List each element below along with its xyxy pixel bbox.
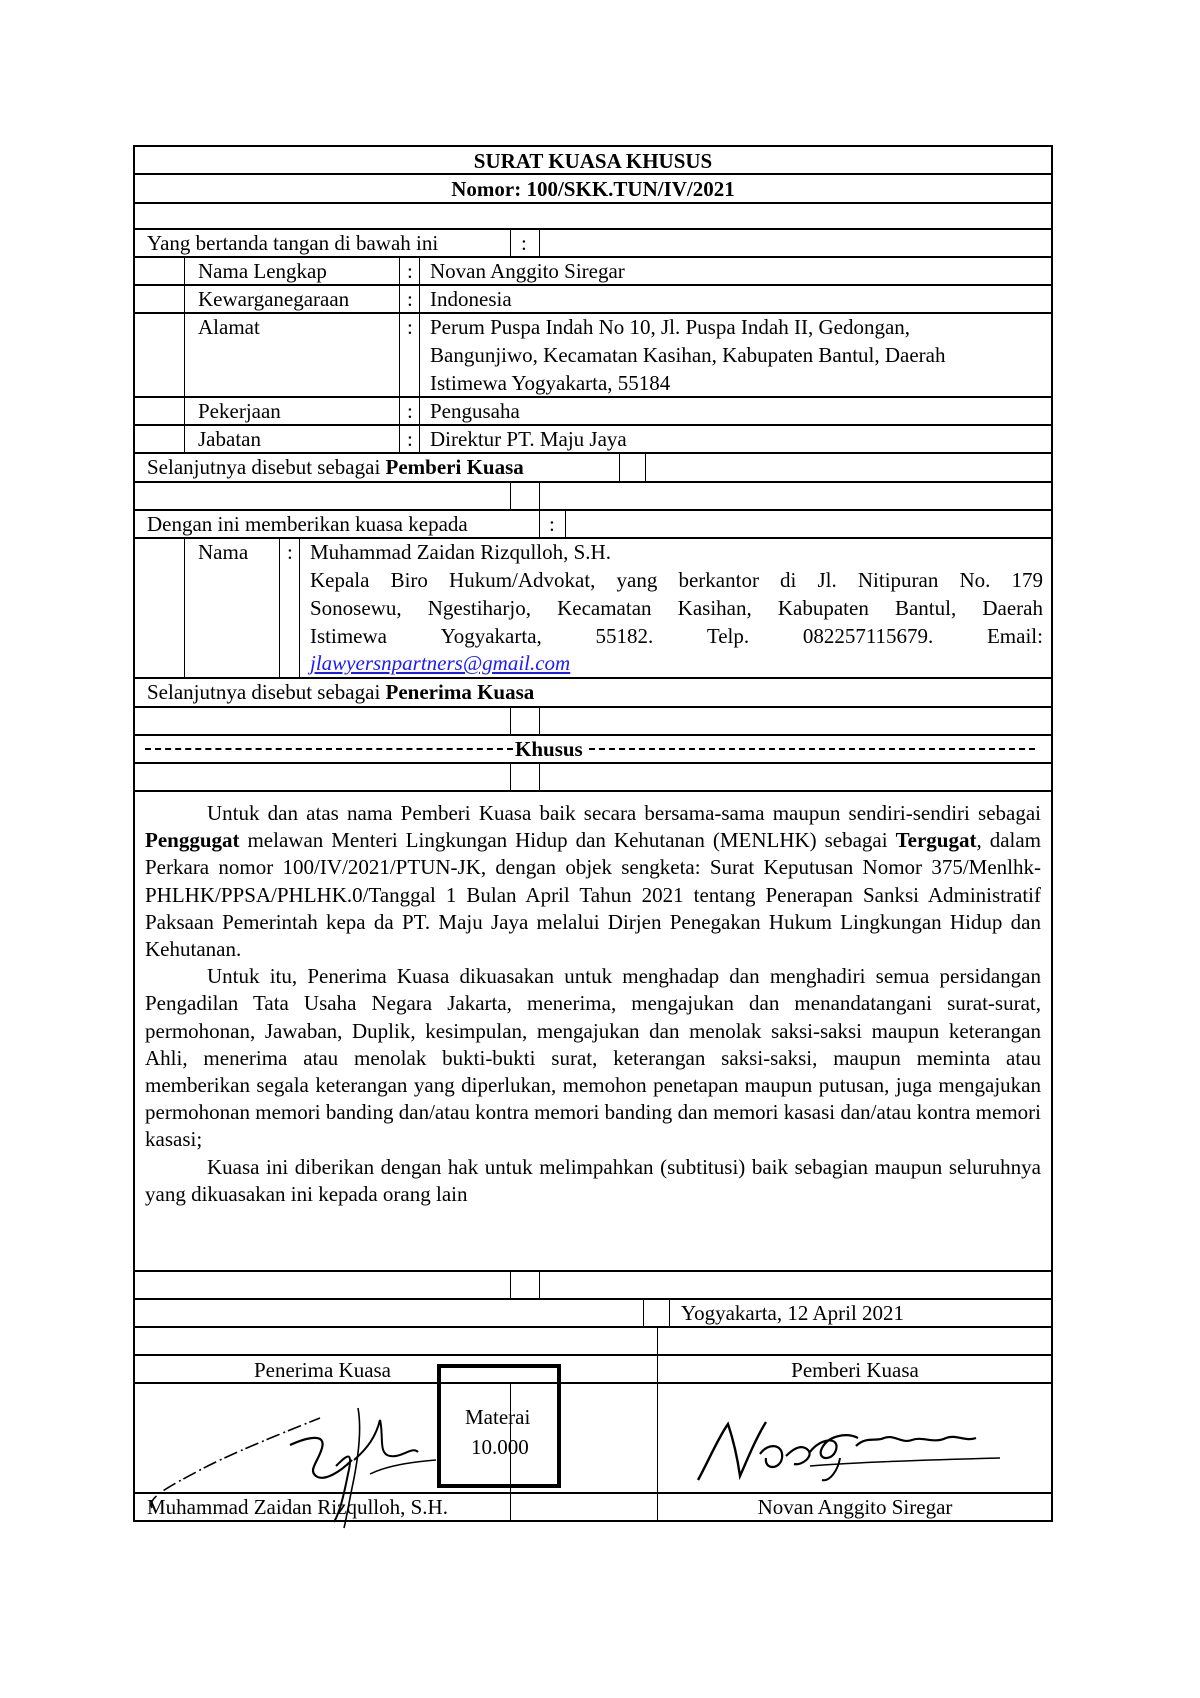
signature-roles-row: [133, 1356, 1053, 1384]
cell-divider: [399, 258, 400, 284]
colon: :: [407, 427, 413, 451]
left-signature-role: Penerima Kuasa: [253, 1358, 392, 1382]
field-row-kewarganegaraan: [133, 286, 1053, 314]
grantee-role: Penerima Kuasa: [385, 680, 535, 704]
colon: :: [407, 259, 413, 283]
desc-word: Yogyakarta,: [440, 624, 542, 648]
grantee-summary-row: [133, 679, 1053, 708]
place-date-row: [133, 1300, 1053, 1328]
cell-divider: [299, 539, 300, 677]
title-row: [133, 145, 1053, 175]
grantor-summary: [147, 454, 524, 481]
stamp-label: Materai: [465, 1405, 531, 1429]
cell-divider: [399, 398, 400, 424]
cell-divider: [657, 1384, 658, 1492]
right-signature: [690, 1408, 1020, 1498]
grantee-email-link[interactable]: jlawyersnpartners@gmail.com: [310, 651, 571, 675]
cell-divider: [399, 314, 400, 396]
body-row: [133, 792, 1053, 1272]
desc-word: Telp.: [706, 624, 750, 648]
cell-divider: [657, 1328, 658, 1354]
right-signature-role: Pemberi Kuasa: [791, 1358, 919, 1382]
left-signature-name: Muhammad Zaidan Rizqulloh, S.H.: [147, 1495, 448, 1519]
stamp-value: 10.000: [471, 1435, 529, 1459]
grantee-name-label: Nama: [198, 540, 249, 564]
cell-divider: [539, 1272, 540, 1298]
grantee-desc-line: [310, 623, 1043, 650]
cell-divider: [184, 314, 185, 396]
grantor-intro-row: [133, 230, 1053, 258]
cell-divider: [510, 1272, 511, 1298]
cell-divider: [279, 539, 280, 677]
cell-divider: [565, 511, 566, 537]
grantee-intro-row: [133, 511, 1053, 539]
cell-divider: [510, 764, 511, 790]
grantor-role: Pemberi Kuasa: [385, 455, 524, 479]
cell-divider: [669, 1300, 670, 1326]
cell-divider: [539, 511, 540, 537]
dashed-line: [589, 748, 1035, 750]
colon: :: [549, 512, 555, 536]
cell-divider: [184, 286, 185, 312]
cell-divider: [510, 1494, 511, 1520]
cell-divider: [539, 708, 540, 734]
cell-divider: [539, 483, 540, 509]
field-row-nama-lengkap: [133, 258, 1053, 286]
right-signature-name: Novan Anggito Siregar: [757, 1495, 953, 1519]
grantee-details-row: [133, 539, 1053, 679]
spacer-row: [133, 204, 1053, 230]
field-row-jabatan: [133, 426, 1053, 454]
desc-word: 55182.: [595, 624, 654, 648]
body-span: melawan Menteri Lingkungan Hidup dan Kehutanan (MENLHK) sebagai: [239, 828, 896, 853]
cell-divider: [184, 426, 185, 452]
field-label: Kewarganegaraan: [198, 287, 350, 311]
field-value: Pengusaha: [430, 399, 520, 423]
power-of-attorney-form: [133, 145, 1053, 1522]
grantee-desc-line: Kepala Biro Hukum/Advokat, yang berkantor di Jl. Nitipuran No. 179: [310, 568, 1043, 592]
cell-divider: [419, 258, 420, 284]
grantee-desc-line: Sonosewu, Ngestiharjo, Kecamatan Kasihan, Kabupaten Bantul, Daerah: [310, 596, 1043, 620]
cell-divider: [184, 258, 185, 284]
grantee-name: Muhammad Zaidan Rizqulloh, S.H.: [310, 540, 611, 564]
field-label: Nama Lengkap: [198, 259, 327, 283]
grantor-summary-row: [133, 454, 1053, 483]
colon: :: [407, 315, 413, 339]
cell-divider: [645, 454, 646, 481]
cell-divider: [419, 314, 420, 396]
body-text: [145, 800, 1041, 1208]
body-span: Untuk dan atas nama Pemberi Kuasa baik secara bersama-sama maupun sendiri-sendiri sebagai: [207, 801, 1041, 825]
colon: :: [407, 287, 413, 311]
desc-word: Istimewa: [310, 624, 387, 648]
cell-divider: [184, 539, 185, 677]
colon: :: [407, 399, 413, 423]
cell-divider: [539, 230, 540, 256]
summary-prefix: Selanjutnya disebut sebagai: [147, 455, 386, 479]
field-value: Direktur PT. Maju Jaya: [430, 427, 627, 451]
khusus-label: Khusus: [515, 737, 583, 761]
dashed-line: [145, 748, 513, 750]
spacer-row: [133, 1272, 1053, 1300]
colon: :: [287, 540, 293, 564]
cell-divider: [510, 708, 511, 734]
document-title: SURAT KUASA KHUSUS: [473, 149, 713, 173]
address-line: Perum Puspa Indah No 10, Jl. Puspa Indah II, Gedongan,: [430, 315, 911, 339]
field-value: Novan Anggito Siregar: [430, 259, 625, 283]
field-label: Alamat: [198, 315, 260, 339]
body-paragraph-3: Kuasa ini diberikan dengan hak untuk melimpahkan (subtitusi) baik sebagian maupun seluruhnya yang dikuasakan ini kepada orang lain: [145, 1154, 1041, 1206]
cell-divider: [399, 286, 400, 312]
cell-divider: [399, 426, 400, 452]
grantee-summary: [147, 679, 534, 706]
document-number: Nomor: 100/SKK.TUN/IV/2021: [451, 177, 735, 201]
cell-divider: [510, 483, 511, 509]
colon: :: [521, 231, 527, 255]
left-signature: [140, 1390, 470, 1530]
field-row-alamat: [133, 314, 1053, 398]
spacer-row: [133, 1328, 1053, 1356]
place-date: Yogyakarta, 12 April 2021: [681, 1301, 905, 1325]
plaintiff-term: Penggugat: [145, 828, 240, 853]
number-row: [133, 175, 1053, 204]
cell-divider: [643, 1300, 644, 1326]
body-span: , dalam Perkara nomor 100/IV/2021/PTUN-JK, dengan objek sengketa: Surat Keputusan Nomor 375/Menlhk-PHLHK/PPSA/PHLHK.0/Tanggal 1 Bulan April Tahun 2021 tentang Penerapan Sanksi Administratif Paksaan Pemerintah kepa da PT. Maju Jaya melalui Dirjen Penegakan Hukum Lingkungan Hidup dan Kehutanan.: [145, 828, 1041, 962]
cell-divider: [184, 398, 185, 424]
desc-word: 082257115679.: [802, 624, 934, 648]
body-paragraph-2: Untuk itu, Penerima Kuasa dikuasakan untuk menghadap dan menghadiri semua persidangan Pengadilan Tata Usaha Negara Jakarta, menerima, mengajukan dan menandatangani surat-surat, permohonan, Jawaban, Duplik, kesimpulan, mengajukan dan menolak saksi-saksi maupun keterangan Ahli, menerima atau menolak bukti-bukti surat, keterangan saksi-saksi, maupun meminta atau memberikan segala keterangan yang diperlukan, memohon penetapan maupun putusan, juga mengajukan permohonan memori banding dan/atau kontra memori banding dan memori kasasi dan/atau kontra memori kasasi;: [145, 964, 1041, 1152]
address-line: Istimewa Yogyakarta, 55184: [430, 371, 671, 395]
desc-word: Email:: [986, 624, 1043, 648]
cell-divider: [510, 230, 511, 256]
field-label: Pekerjaan: [198, 399, 281, 423]
field-row-pekerjaan: [133, 398, 1053, 426]
defendant-term: Tergugat: [895, 828, 977, 853]
cell-divider: [539, 764, 540, 790]
grantor-intro: Yang bertanda tangan di bawah ini: [147, 231, 439, 255]
summary-prefix: Selanjutnya disebut sebagai: [147, 680, 386, 704]
spacer-row: [133, 708, 1053, 736]
grantee-intro: Dengan ini memberikan kuasa kepada: [147, 512, 468, 536]
address-line: Bangunjiwo, Kecamatan Kasihan, Kabupaten Bantul, Daerah: [430, 343, 946, 367]
spacer-row: [133, 483, 1053, 511]
body-paragraph-1: [145, 800, 1041, 963]
cell-divider: [419, 286, 420, 312]
field-label: Jabatan: [198, 427, 261, 451]
cell-divider: [619, 454, 620, 481]
spacer-row: [133, 764, 1053, 792]
field-value: Indonesia: [430, 287, 512, 311]
khusus-row: [133, 736, 1053, 764]
cell-divider: [419, 398, 420, 424]
cell-divider: [419, 426, 420, 452]
